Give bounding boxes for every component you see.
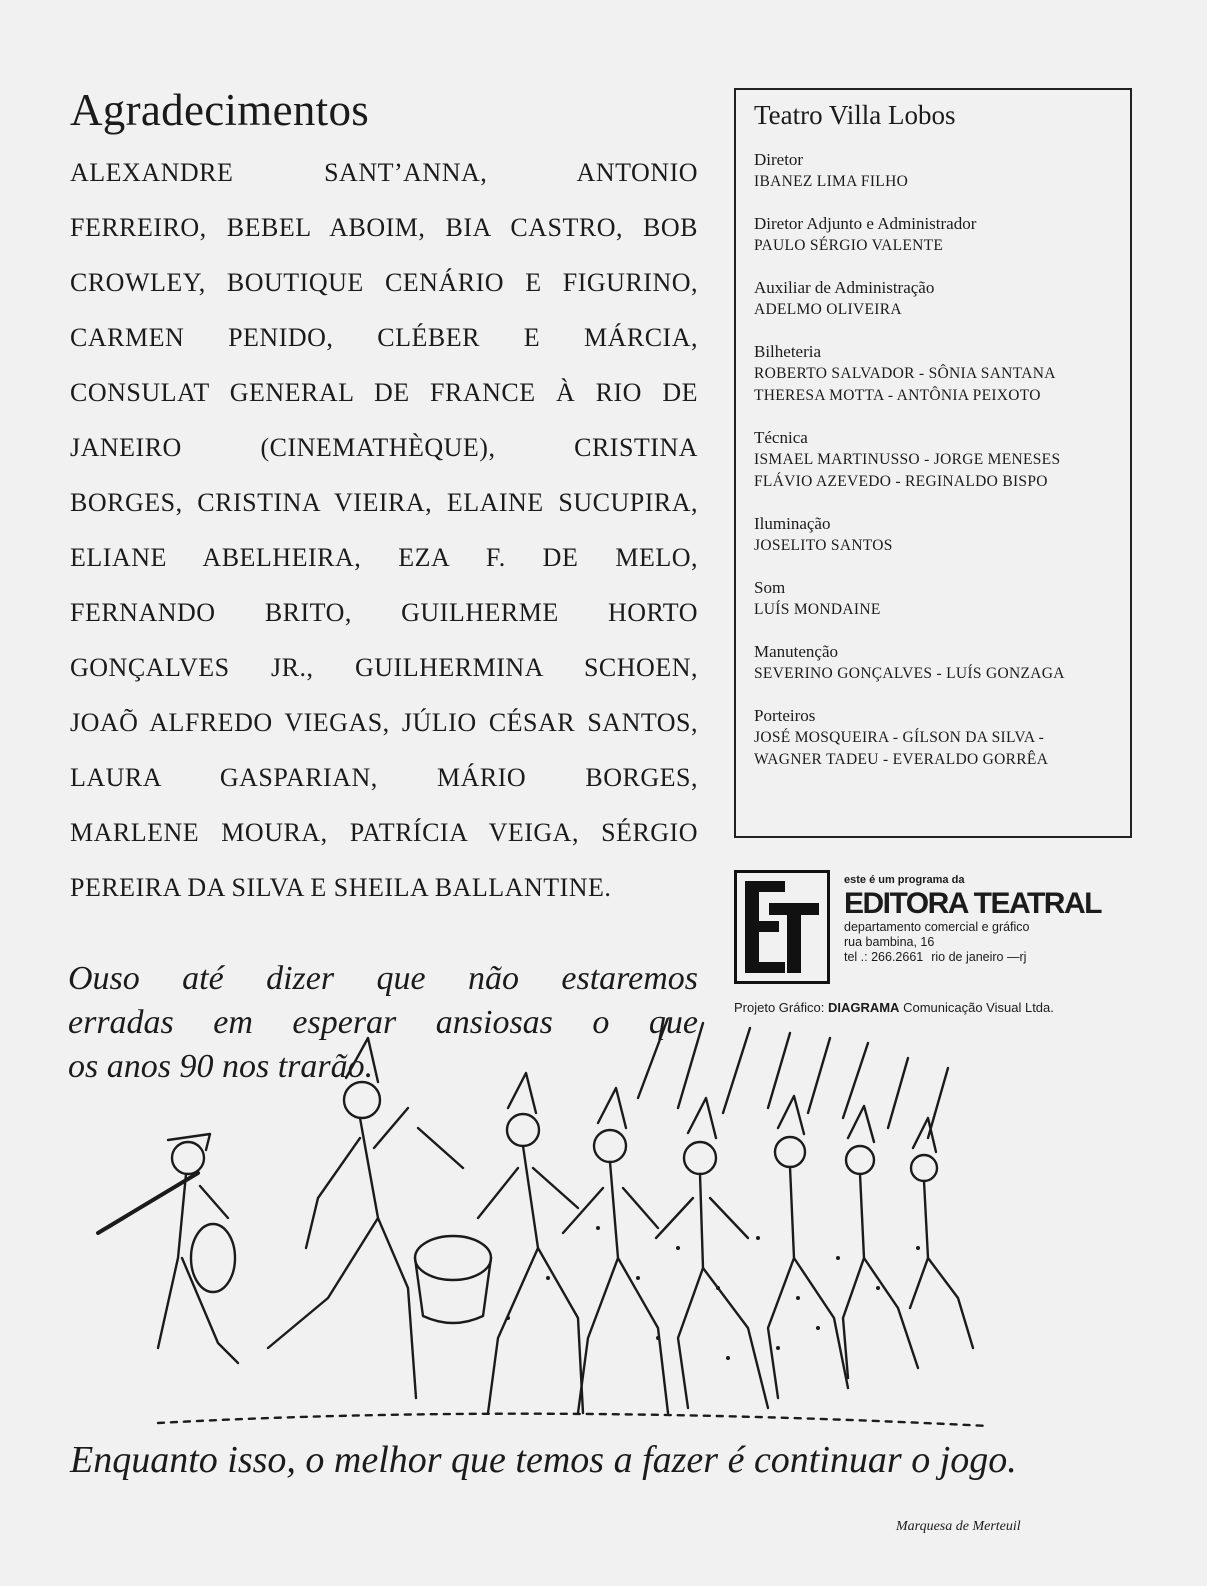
staff-person: WAGNER TADEU - EVERALDO GORRÊA	[754, 751, 1049, 768]
theater-name: Teatro Villa Lobos	[754, 100, 956, 130]
staff-section	[754, 427, 1116, 493]
staff-person: PAULO SÉRGIO VALENTE	[754, 237, 944, 254]
publisher-info	[844, 874, 1101, 965]
staff-person: LUÍS MONDAINE	[754, 601, 881, 618]
publisher-name: EDITORA TEATRAL	[844, 887, 1101, 920]
design-credit	[734, 1000, 1054, 1015]
acknowledgement-line: CONSULAT GENERAL DE FRANCE À RIO DE	[70, 378, 698, 407]
quote-line: os anos 90 nos trarão.	[68, 1048, 374, 1085]
closing-line: Enquanto isso, o melhor que temos a fazer é continuar o jogo.	[70, 1439, 1017, 1481]
staff-section	[754, 277, 1116, 321]
staff-section	[754, 513, 1116, 557]
acknowledgement-line: MARLENE MOURA, PATRÍCIA VEIGA, SÉRGIO	[70, 818, 698, 847]
publisher-city: rio de janeiro —rj	[931, 950, 1027, 964]
quote-line: Ouso até dizer que não estaremos	[68, 960, 698, 997]
staff-role: Técnica	[754, 428, 808, 447]
staff-person: IBANEZ LIMA FILHO	[754, 173, 909, 190]
staff-section	[754, 341, 1116, 407]
staff-person: ADELMO OLIVEIRA	[754, 301, 902, 318]
publisher-block	[734, 870, 1134, 988]
publisher-department: departamento comercial e gráfico	[844, 920, 1030, 934]
staff-person: JOSÉ MOSQUEIRA - GÍLSON DA SILVA -	[754, 729, 1045, 746]
acknowledgement-line: LAURA GASPARIAN, MÁRIO BORGES,	[70, 763, 698, 792]
acknowledgement-line: CROWLEY, BOUTIQUE CENÁRIO E FIGURINO,	[70, 268, 698, 297]
credit-rest: Comunicação Visual Ltda.	[903, 1000, 1054, 1015]
staff-sections	[754, 149, 1116, 771]
staff-role: Diretor Adjunto e Administrador	[754, 214, 977, 233]
acknowledgement-line: BORGES, CRISTINA VIEIRA, ELAINE SUCUPIRA,	[70, 488, 698, 517]
acknowledgement-line: JANEIRO (CINEMATHÈQUE), CRISTINA	[70, 433, 698, 462]
staff-section	[754, 641, 1116, 685]
staff-role: Diretor	[754, 150, 804, 169]
page-title: Agradecimentos	[70, 85, 370, 135]
staff-role: Bilheteria	[754, 342, 822, 361]
editora-teatral-logo	[734, 870, 830, 984]
staff-role: Auxiliar de Administração	[754, 278, 935, 297]
staff-section	[754, 705, 1116, 771]
staff-role: Porteiros	[754, 706, 816, 725]
publisher-phone: tel .: 266.2661	[844, 950, 924, 964]
acknowledgement-line: GONÇALVES JR., GUILHERMINA SCHOEN,	[70, 653, 698, 682]
staff-person: FLÁVIO AZEVEDO - REGINALDO BISPO	[754, 473, 1048, 490]
signature: Marquesa de Merteuil	[896, 1519, 1021, 1534]
staff-person: SEVERINO GONÇALVES - LUÍS GONZAGA	[754, 665, 1065, 682]
staff-person: JOSELITO SANTOS	[754, 537, 893, 554]
et-logo-icon	[737, 873, 827, 981]
staff-section	[754, 213, 1116, 257]
marching-soldiers-illustration	[78, 1018, 1008, 1438]
acknowledgement-line: JOAÕ ALFREDO VIEGAS, JÚLIO CÉSAR SANTOS,	[70, 708, 698, 737]
acknowledgement-line: FERNANDO BRITO, GUILHERME HORTO	[70, 598, 698, 627]
staff-person: ISMAEL MARTINUSSO - JORGE MENESES	[754, 451, 1061, 468]
acknowledgement-line: FERREIRO, BEBEL ABOIM, BIA CASTRO, BOB	[70, 213, 698, 242]
staff-section	[754, 149, 1116, 193]
staff-person: ROBERTO SALVADOR - SÔNIA SANTANA	[754, 365, 1056, 382]
credit-label: Projeto Gráfico:	[734, 1000, 825, 1015]
staff-role: Som	[754, 578, 786, 597]
acknowledgement-line: ELIANE ABELHEIRA, EZA F. DE MELO,	[70, 543, 698, 572]
quote-line: erradas em esperar ansiosas o que	[68, 1004, 698, 1041]
staff-section	[754, 577, 1116, 621]
credit-company: DIAGRAMA	[827, 1000, 900, 1015]
program-intro: este é um programa da	[844, 874, 965, 886]
staff-person: THERESA MOTTA - ANTÔNIA PEIXOTO	[754, 387, 1041, 404]
acknowledgements-list	[70, 152, 698, 922]
acknowledgement-line: PEREIRA DA SILVA E SHEILA BALLANTINE.	[70, 873, 612, 902]
publisher-address: rua bambina, 16	[844, 935, 935, 949]
publisher-contact	[844, 950, 1101, 965]
staff-role: Iluminação	[754, 514, 831, 533]
staff-role: Manutenção	[754, 642, 839, 661]
theater-staff-box	[734, 88, 1132, 838]
acknowledgement-line: CARMEN PENIDO, CLÉBER E MÁRCIA,	[70, 323, 698, 352]
acknowledgement-line: ALEXANDRE SANT’ANNA, ANTONIO	[70, 158, 698, 187]
